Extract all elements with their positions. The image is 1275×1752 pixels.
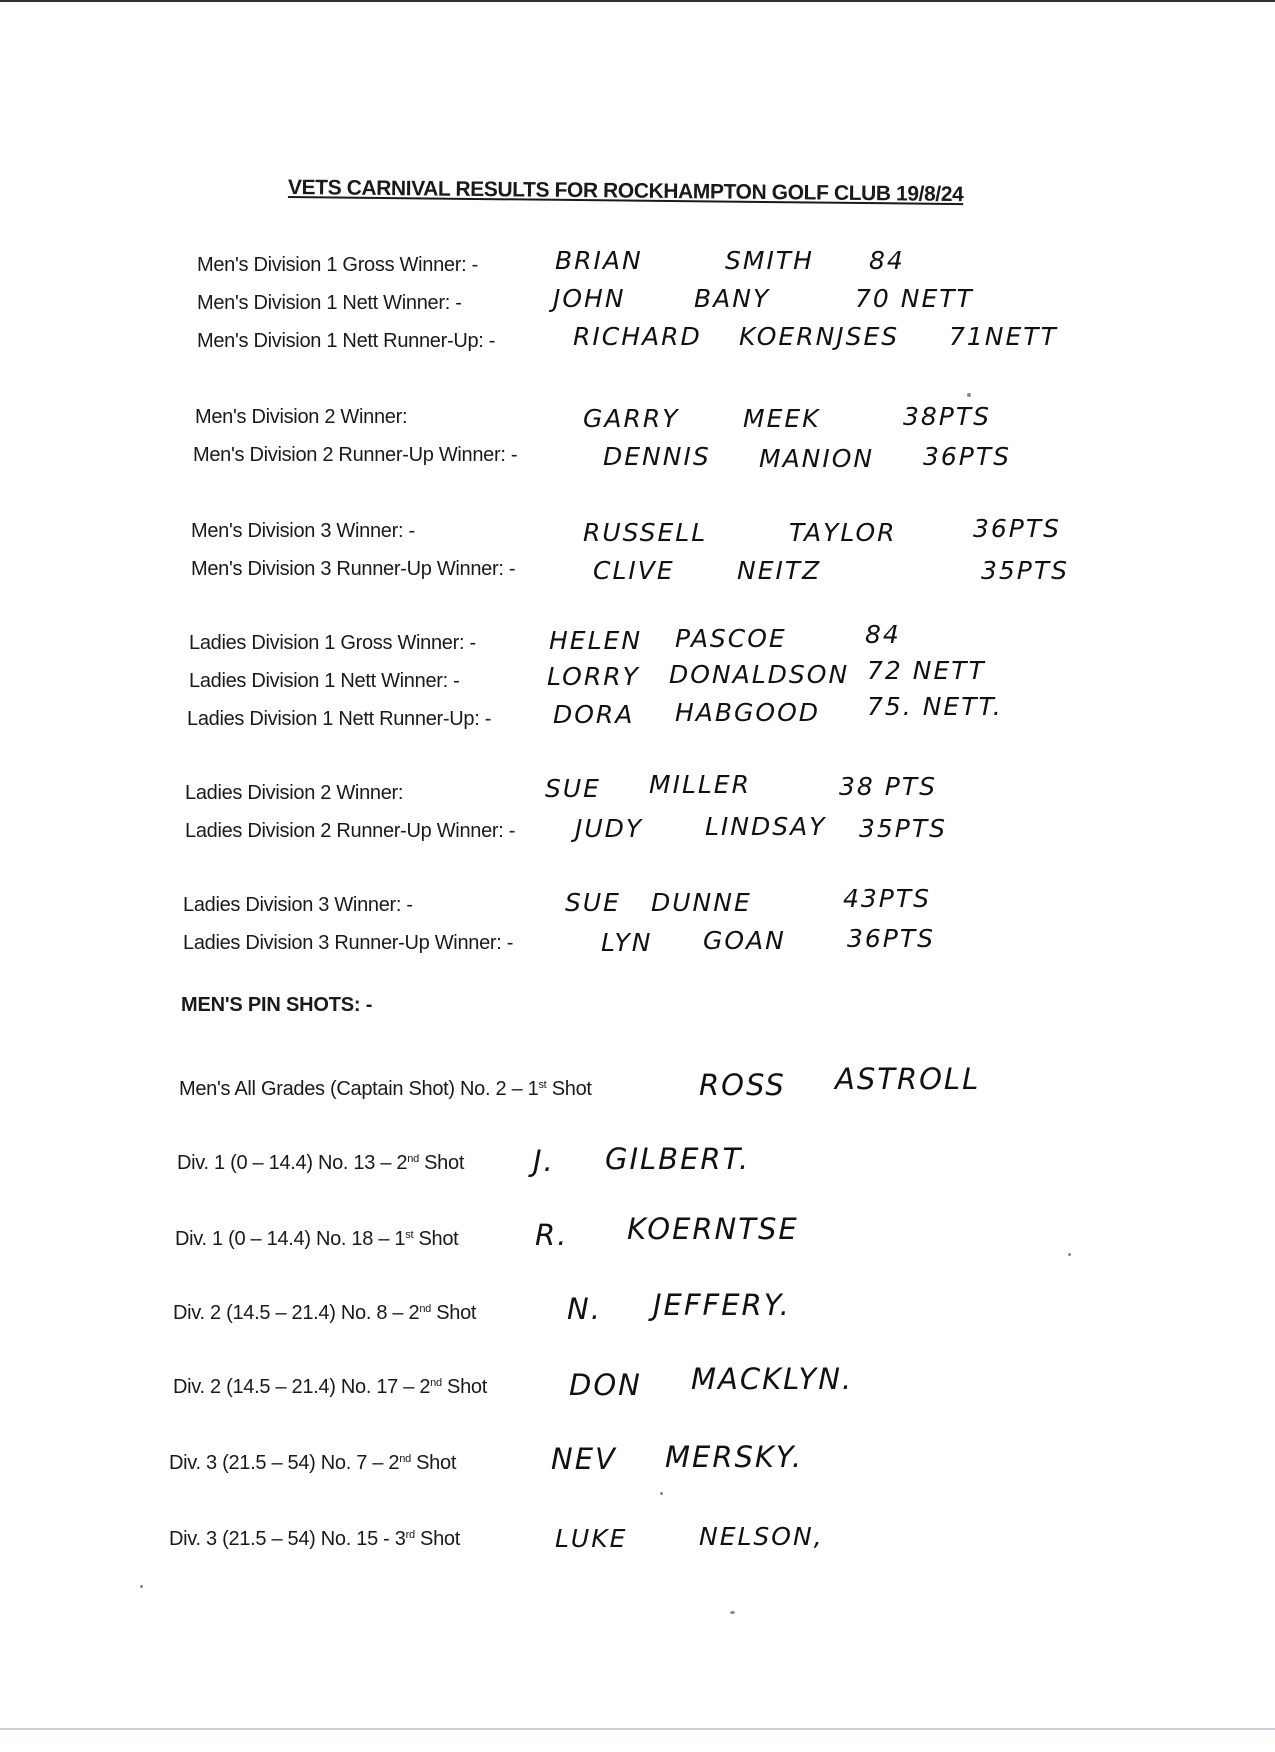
winner-last-name: SMITH (725, 246, 814, 275)
winner-first-name: RICHARD (573, 322, 702, 351)
result-label: Ladies Division 2 Winner: (185, 782, 404, 804)
winner-last-name: HABGOOD (675, 698, 821, 727)
page-title: VETS CARNIVAL RESULTS FOR ROCKHAMPTON GOLF CLUB 19/8/24 (287, 176, 964, 207)
scan-edge-top (0, 0, 1275, 14)
pin-shot-row (169, 1520, 1049, 1556)
result-row (195, 398, 1095, 434)
result-row (189, 620, 1089, 660)
pin-winner-last-name: MERSKY. (665, 1440, 804, 1474)
winner-last-name: NEITZ (737, 556, 822, 585)
pin-winner-first-name: LUKE (555, 1524, 628, 1553)
winner-first-name: BRIAN (555, 246, 643, 275)
winner-last-name: MILLER (649, 770, 751, 799)
winner-last-name: DONALDSON (669, 660, 850, 689)
winner-last-name: PASCOE (675, 624, 787, 653)
scan-edge-bottom (0, 1728, 1275, 1730)
winner-first-name: DENNIS (603, 442, 711, 471)
pin-shot-row (173, 1362, 1053, 1404)
pin-shot-row (177, 1144, 1057, 1180)
scan-speck (660, 1492, 663, 1495)
winner-last-name: TAYLOR (789, 518, 897, 547)
result-label: Men's Division 2 Runner-Up Winner: - (193, 444, 518, 466)
winner-first-name: GARRY (583, 404, 680, 433)
winner-last-name: DUNNE (651, 888, 752, 917)
winner-first-name: LYN (601, 928, 653, 957)
winner-score: 84 (869, 246, 905, 275)
result-row (197, 322, 1097, 358)
result-label: Ladies Division 3 Runner-Up Winner: - (183, 932, 514, 954)
result-label: Ladies Division 3 Winner: - (183, 894, 413, 916)
winner-first-name: HELEN (549, 626, 643, 655)
pin-shot-label: Div. 1 (0 – 14.4) No. 13 – 2nd Shot (177, 1152, 465, 1174)
result-row (183, 924, 1083, 960)
winner-score: 71NETT (949, 322, 1058, 351)
pin-winner-first-name: ROSS (699, 1068, 786, 1102)
scan-speck (730, 1611, 735, 1614)
winner-first-name: SUE (545, 774, 601, 803)
winner-score: 36PTS (847, 924, 936, 953)
pin-winner-last-name: GILBERT. (605, 1142, 751, 1176)
winner-last-name: MEEK (743, 404, 821, 433)
result-label: Men's Division 1 Gross Winner: - (197, 254, 478, 276)
result-label: Ladies Division 1 Nett Runner-Up: - (187, 708, 492, 730)
pin-winner-first-name: R. (535, 1218, 569, 1252)
winner-score: 38PTS (903, 402, 992, 431)
pin-shot-label: Div. 3 (21.5 – 54) No. 15 - 3rd Shot (169, 1528, 460, 1550)
winner-first-name: CLIVE (593, 556, 675, 585)
winner-first-name: DORA (553, 700, 635, 729)
pin-shot-row (179, 1062, 1059, 1106)
result-row (187, 692, 1087, 736)
winner-last-name: KOERNJSES (739, 322, 900, 351)
result-row (185, 770, 1085, 810)
winner-score: 72 NETT (867, 656, 986, 685)
winner-last-name: MANION (759, 444, 875, 473)
winner-score: 70 NETT (855, 284, 974, 313)
winner-score: 36PTS (923, 442, 1012, 471)
pin-shots-heading: MEN'S PIN SHOTS: - (181, 994, 373, 1016)
winner-first-name: JUDY (575, 814, 644, 843)
winner-last-name: BANY (694, 284, 771, 313)
pin-shot-label: Div. 1 (0 – 14.4) No. 18 – 1st Shot (175, 1228, 459, 1250)
pin-winner-first-name: DON (569, 1368, 642, 1402)
pin-shot-row (175, 1212, 1055, 1256)
result-label: Men's Division 1 Nett Runner-Up: - (197, 330, 496, 352)
pin-winner-last-name: JEFFERY. (653, 1288, 791, 1322)
result-row (185, 812, 1085, 848)
winner-score: 84 (865, 620, 901, 649)
pin-winner-last-name: NELSON, (699, 1522, 824, 1551)
result-row (191, 550, 1111, 586)
result-label: Ladies Division 1 Nett Winner: - (189, 670, 460, 692)
result-label: Ladies Division 1 Gross Winner: - (189, 632, 476, 654)
result-label: Men's Division 2 Winner: (195, 406, 408, 428)
scan-speck (1068, 1253, 1071, 1256)
pin-winner-first-name: NEV (551, 1442, 617, 1476)
pin-shot-label: Div. 2 (14.5 – 21.4) No. 8 – 2nd Shot (173, 1302, 477, 1324)
result-label: Ladies Division 2 Runner-Up Winner: - (185, 820, 516, 842)
result-row (191, 512, 1111, 548)
winner-last-name: GOAN (703, 926, 786, 955)
result-row (183, 886, 1083, 922)
scan-speck (140, 1585, 143, 1588)
winner-first-name: RUSSELL (583, 518, 708, 547)
winner-score: 36PTS (973, 514, 1062, 543)
winner-first-name: JOHN (553, 284, 626, 313)
result-label: Men's Division 3 Winner: - (191, 520, 415, 542)
result-row (197, 284, 1097, 320)
pin-shot-row (173, 1288, 1053, 1330)
pin-shot-row (169, 1440, 1049, 1480)
pin-winner-last-name: MACKLYN. (691, 1362, 854, 1396)
pin-winner-last-name: ASTROLL (835, 1062, 981, 1096)
result-row (193, 436, 1093, 472)
winner-score: 75. NETT. (867, 692, 1003, 721)
winner-score: 35PTS (981, 556, 1070, 585)
winner-first-name: SUE (565, 888, 621, 917)
result-row (197, 246, 1097, 282)
pin-winner-first-name: N. (567, 1292, 602, 1326)
pin-winner-first-name: J. (533, 1144, 555, 1178)
scan-speck (967, 393, 971, 397)
pin-winner-last-name: KOERNTSE (627, 1212, 799, 1246)
pin-shot-label: Div. 2 (14.5 – 21.4) No. 17 – 2nd Shot (173, 1376, 487, 1398)
winner-score: 35PTS (859, 814, 948, 843)
pin-shot-label: Div. 3 (21.5 – 54) No. 7 – 2nd Shot (169, 1452, 457, 1474)
winner-last-name: LINDSAY (705, 812, 827, 841)
winner-first-name: LORRY (547, 662, 640, 691)
winner-score: 43PTS (843, 884, 932, 913)
pin-shot-label: Men's All Grades (Captain Shot) No. 2 – 1st Shot (179, 1078, 592, 1100)
winner-score: 38 PTS (839, 772, 937, 801)
result-label: Men's Division 3 Runner-Up Winner: - (191, 558, 516, 580)
result-label: Men's Division 1 Nett Winner: - (197, 292, 462, 314)
